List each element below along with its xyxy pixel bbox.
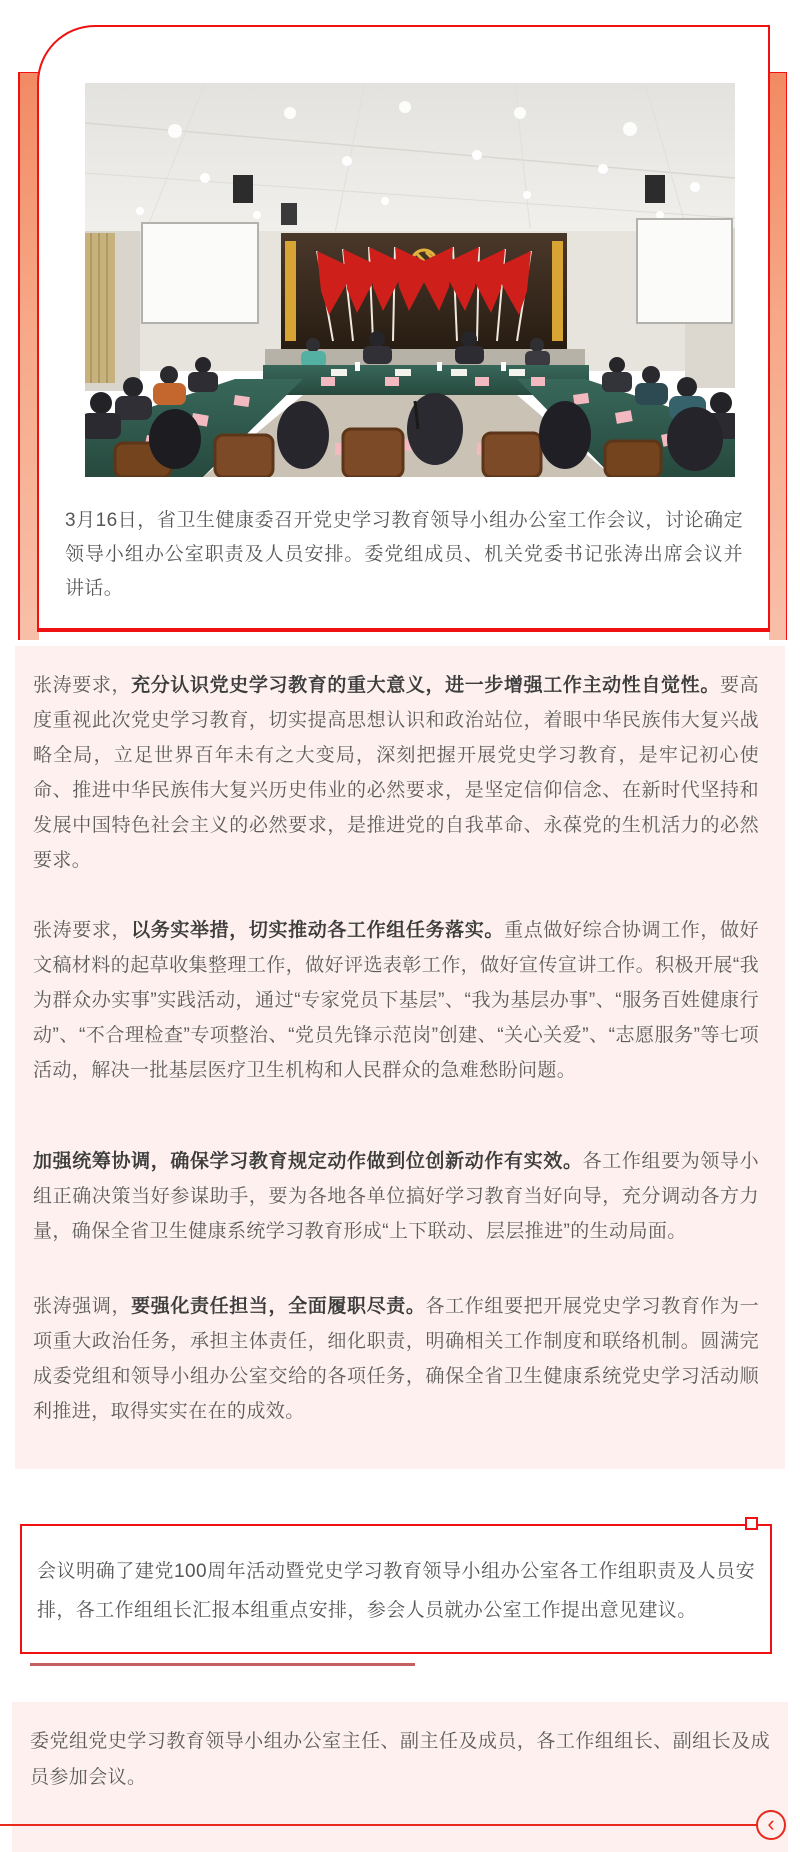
article-card — [0, 25, 800, 632]
meeting-photo — [85, 83, 735, 477]
paragraph-1-lead: 张涛要求， — [33, 675, 132, 696]
article-body — [15, 646, 785, 1469]
paragraph-3-emphasis: 加强统筹协调，确保学习教育规定动作做到位创新动作有实效。 — [33, 1151, 583, 1172]
summary-highlight-box — [20, 1524, 772, 1654]
paragraph-3-rest: 各工作组要为领导小组正确决策当好参谋助手，要为各地各单位搞好学习教育当好向导，充分调动各方力量，确保全省卫生健康系统学习教育形成“上下联动、层层推进”的生动局面。 — [33, 1151, 759, 1242]
chevron-left-icon: ‹ — [767, 1810, 775, 1836]
decorative-underline — [30, 1663, 415, 1666]
decorative-band-right — [769, 72, 787, 640]
article-page — [0, 25, 800, 1836]
footer-divider — [0, 1824, 772, 1826]
paragraph-4-rest: 各工作组要把开展党史学习教育作为一项重大政治任务，承担主体责任，细化职责，明确相关工作制度和联络机制。圆满完成委党组和领导小组办公室交给的各项任务，确保全省卫生健康系统党史学习活动顺利推进，取得实实在在的成效。 — [33, 1296, 759, 1422]
projection-screen-right — [637, 219, 732, 323]
paragraph-2-lead: 张涛要求， — [33, 920, 132, 941]
paragraph-2 — [33, 913, 759, 1088]
paragraph-4 — [33, 1289, 759, 1429]
paragraph-1 — [33, 646, 759, 878]
paragraph-4-lead: 张涛强调， — [33, 1296, 132, 1317]
attendees-section — [12, 1702, 788, 1852]
back-button[interactable] — [756, 1810, 786, 1840]
projection-screen-left — [142, 223, 258, 323]
speaker-left — [233, 175, 253, 203]
paragraph-1-rest: 要高度重视此次党史学习教育，切实提高思想认识和政治站位，着眼中华民族伟大复兴战略全局，立足世界百年未有之大变局，深刻把握开展党史学习教育，是牢记初心使命、推进中华民族伟大复兴历史伟业的必然要求，是坚定信仰信念、在新时代坚持和发展中国特色社会主义的必然要求，是推进党的自我革命、永葆党的生机活力的必然要求。 — [33, 675, 759, 871]
decorative-band-left — [18, 72, 39, 640]
paragraph-2-emphasis: 以务实举措，切实推动各工作组任务落实。 — [131, 920, 505, 941]
photo-card — [37, 25, 770, 632]
speaker-right — [645, 175, 665, 203]
box-corner-marker — [745, 1517, 758, 1530]
paragraph-4-emphasis: 要强化责任担当，全面履职尽责。 — [131, 1296, 426, 1317]
paragraph-2-rest: 重点做好综合协调工作，做好文稿材料的起草收集整理工作，做好评选表彰工作，做好宣传宣讲工作。积极开展“我为群众办实事”实践活动，通过“专家党员下基层”、“我为基层办事”、“服务百姓健康行动”、“不合理检查”专项整治、“党员先锋示范岗”创建、“关心关爱”、“志愿服务”等七项活动，解决一批基层医疗卫生机构和人民群众的急难愁盼问题。 — [33, 920, 759, 1081]
summary-text: 会议明确了建党100周年活动暨党史学习教育领导小组办公室各工作组职责及人员安排，各工作组组长汇报本组重点安排，参会人员就办公室工作提出意见建议。 — [37, 1561, 755, 1621]
paragraph-3 — [33, 1144, 759, 1249]
paragraph-1-emphasis: 充分认识党史学习教育的重大意义，进一步增强工作主动性自觉性。 — [131, 675, 720, 696]
photo-caption: 3月16日，省卫生健康委召开党史学习教育领导小组办公室工作会议，讨论确定领导小组办公室职责及人员安排。委党组成员、机关党委书记张涛出席会议并讲话。 — [65, 510, 743, 599]
attendees-text: 委党组党史学习教育领导小组办公室主任、副主任及成员，各工作组组长、副组长及成员参加会议。 — [30, 1731, 770, 1788]
meeting-photo-illustration — [85, 83, 735, 477]
